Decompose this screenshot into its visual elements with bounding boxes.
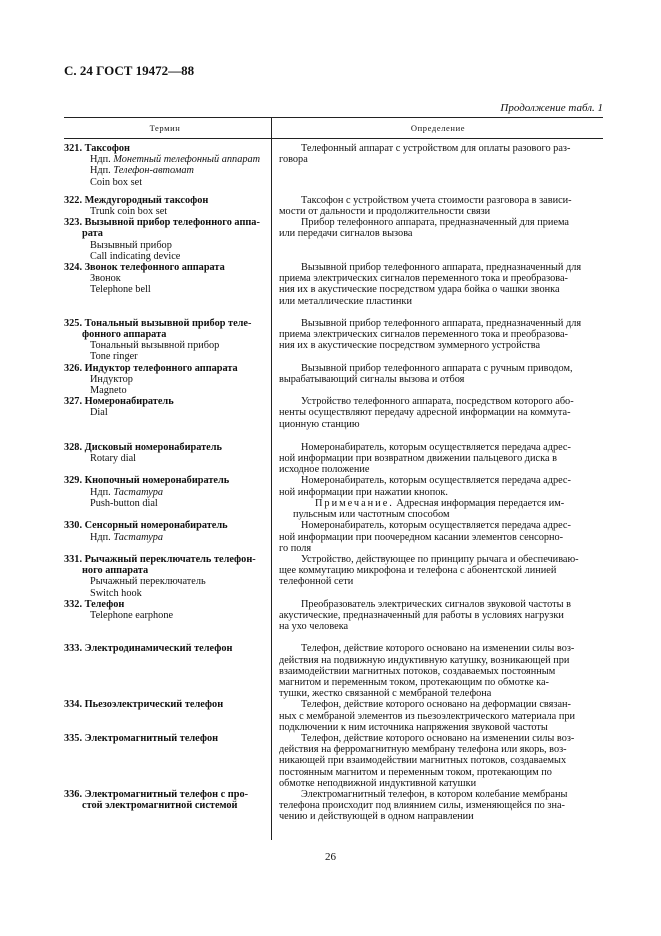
definition-line: Номеронабиратель, которым осуществляется передача адрес- xyxy=(301,475,571,487)
definition-line: ных с мембраной элементов из пьезоэлектрического материала при xyxy=(279,710,575,722)
term-number: 322. xyxy=(64,194,83,206)
definition-cell xyxy=(279,318,603,363)
term-synonym xyxy=(64,498,266,509)
term-number: 325. xyxy=(64,317,83,329)
definition-line: обмотке неподвижной индуктивной катушки xyxy=(279,777,477,789)
term-synonym xyxy=(64,385,266,396)
term-title: Тональный вызывной прибор теле- xyxy=(84,317,252,329)
synonym-text: Звонок xyxy=(90,273,121,285)
definition-cell xyxy=(279,599,603,633)
synonym-text: Telephone bell xyxy=(90,284,151,296)
term-title: рата xyxy=(82,228,103,240)
definition-line: мости от дальности и продолжительности связи xyxy=(279,206,491,218)
term-cell xyxy=(64,475,266,520)
definition-line: телефона происходит под влиянием силы, изменяющейся по зна- xyxy=(279,800,565,812)
definition-line: акустические, предназначенный для работы в условиях нагрузки xyxy=(279,609,564,621)
term-cell xyxy=(64,262,266,307)
definition-line: исходное положение xyxy=(279,464,370,476)
term-title: Пьезоэлектрический телефон xyxy=(84,699,224,711)
term-title: Таксофон xyxy=(84,143,130,154)
synonym-text: Тональный вызывной прибор xyxy=(90,340,220,352)
note-text: Адресная информация передается им- xyxy=(396,497,565,509)
definition-cell xyxy=(279,520,603,554)
table-row xyxy=(64,143,603,188)
synonym-text: Coin box set xyxy=(90,176,143,188)
term-cell xyxy=(64,699,266,733)
term-number: 323. xyxy=(64,217,83,229)
note-label: Примечание. xyxy=(315,497,394,509)
table-row xyxy=(64,475,603,520)
definition-cell xyxy=(279,195,603,217)
definition-line: ной информации при нажатии кнопок. xyxy=(279,486,448,498)
definition-line: тушки, жестко связанной с мембраной телефона xyxy=(279,688,492,700)
term-number: 329. xyxy=(64,475,83,487)
term-title: Вызывной прибор телефонного аппа- xyxy=(84,217,260,229)
term-synonym xyxy=(64,251,266,262)
term-number: 331. xyxy=(64,553,83,565)
term-cell xyxy=(64,217,266,262)
term-cell xyxy=(64,789,266,823)
term-title: Номеронабиратель xyxy=(84,396,174,408)
definition-line: Устройство, действующее по принципу рычага и обеспечиваю- xyxy=(301,553,579,565)
definition-line: ния их в акустические посредством зуммерного устройства xyxy=(279,340,541,352)
column-header-definition: Определение xyxy=(410,123,466,133)
term-cell xyxy=(64,442,266,476)
term-synonym xyxy=(64,487,266,498)
definition-line: Номеронабиратель, которым осуществляется передача адрес- xyxy=(301,441,571,453)
table-row xyxy=(64,262,603,307)
term-synonym xyxy=(64,165,266,176)
term-cell xyxy=(64,520,266,554)
term-cell xyxy=(64,599,266,633)
definition-line: ненты осуществляют передачу адресной информации на коммута- xyxy=(279,407,571,419)
term-synonym xyxy=(64,154,266,165)
definition-line: или металлические пластинки xyxy=(279,295,412,307)
synonym-text: Индуктор xyxy=(90,373,133,385)
term-synonym xyxy=(64,340,266,351)
synonym-text: Switch hook xyxy=(90,587,142,599)
term-title: Электродинамический телефон xyxy=(84,643,233,655)
term-synonym xyxy=(64,374,266,385)
synonym-text: Ндп. xyxy=(90,165,114,177)
definition-cell xyxy=(279,643,603,699)
term-number: 334. xyxy=(64,699,83,711)
definition-line: приема электрических сигналов переменного тока и преобразова- xyxy=(279,273,568,285)
term-synonym xyxy=(64,284,266,295)
term-cell xyxy=(64,733,266,789)
term-synonym xyxy=(64,407,266,418)
definition-line: Номеронабиратель, которым осуществляется передача адрес- xyxy=(301,520,571,532)
term-cell xyxy=(64,143,266,188)
definition-cell xyxy=(279,442,603,476)
deprecated-term: Тастатура xyxy=(113,486,164,498)
definition-line: Вызывной прибор телефонного аппарата, предназначенный для xyxy=(301,317,582,329)
definition-cell xyxy=(279,217,603,262)
table-row xyxy=(64,396,603,430)
column-header-term: Термин xyxy=(149,123,181,133)
synonym-text: Ндп. xyxy=(90,154,114,166)
term-cell xyxy=(64,195,266,217)
definition-line: ной информации при возвратном движении пальцевого диска в xyxy=(279,453,557,465)
term-title: Звонок телефонного аппарата xyxy=(84,262,225,274)
table-row xyxy=(64,699,603,733)
term-synonym xyxy=(64,453,266,464)
term-synonym xyxy=(64,240,266,251)
term-title: Междугородный таксофон xyxy=(84,194,209,206)
synonym-text: Telephone earphone xyxy=(90,609,174,621)
definition-cell xyxy=(279,475,603,520)
definition-cell xyxy=(279,363,603,397)
synonym-text: Magneto xyxy=(90,385,127,397)
synonym-text: Ндп. xyxy=(90,531,114,543)
definition-line: или передачи сигналов вызова xyxy=(279,228,413,240)
table-row xyxy=(64,195,603,217)
definition-line: го поля xyxy=(279,542,312,554)
synonym-text: Call indicating device xyxy=(90,250,181,262)
term-number: 335. xyxy=(64,732,83,744)
table-continuation-label: Продолжение табл. 1 xyxy=(500,102,603,114)
definition-line: Электромагнитный телефон, в котором колебание мембраны xyxy=(301,788,568,800)
term-number: 333. xyxy=(64,643,83,655)
table-row xyxy=(64,520,603,554)
definition-cell xyxy=(279,699,603,733)
definition-line: Вызывной прибор телефонного аппарата с ручным приводом, xyxy=(301,362,573,374)
term-number: 328. xyxy=(64,441,83,453)
term-title: Сенсорный номеронабиратель xyxy=(84,520,228,532)
term-number: 326. xyxy=(64,362,83,374)
table-row xyxy=(64,733,603,789)
term-cell xyxy=(64,396,266,430)
synonym-text: Вызывный прибор xyxy=(90,239,172,251)
table-body xyxy=(64,143,603,823)
definition-line: Телефон, действие которого основано на деформации связан- xyxy=(301,699,571,711)
definition-line: чению и действующей в одном направлении xyxy=(279,811,474,823)
definition-line: никающей при взаимодействии магнитных потоков, создаваемых xyxy=(279,755,567,767)
table-row xyxy=(64,643,603,699)
definition-cell xyxy=(279,396,603,430)
synonym-text: Trunk coin box set xyxy=(90,206,168,218)
synonym-text: Ндп. xyxy=(90,486,114,498)
table-row xyxy=(64,363,603,397)
page-number: 26 xyxy=(325,851,336,863)
term-title: ного аппарата xyxy=(82,565,149,577)
definition-line: ной информации при поочередном касании элементов сенсорно- xyxy=(279,531,564,543)
definition-line: Телефон, действие которого основано на изменении силы воз- xyxy=(301,732,575,744)
term-number: 321. xyxy=(64,143,83,154)
definition-note xyxy=(279,498,603,520)
definition-line: Телефонный аппарат с устройством для оплаты разового раз- xyxy=(301,143,571,154)
term-synonym xyxy=(64,576,266,587)
definition-line: Вызывной прибор телефонного аппарата, предназначенный для xyxy=(301,262,582,274)
term-cell xyxy=(64,363,266,397)
term-title: Индуктор телефонного аппарата xyxy=(84,362,238,374)
definition-line: вырабатывающий сигналы вызова и отбоя xyxy=(279,373,465,385)
term-cell xyxy=(64,318,266,363)
term-synonym xyxy=(64,588,266,599)
term-number: 336. xyxy=(64,788,83,800)
definition-line: магнитом и переменным током, протекающим по обмотке ка- xyxy=(279,676,549,688)
term-title: Рычажный переключатель телефон- xyxy=(84,553,256,565)
definition-line: ния их в акустические посредством удара бойка о чашки звонка xyxy=(279,284,560,296)
definition-line: Таксофон с устройством учета стоимости разговора в зависи- xyxy=(301,194,572,206)
definition-cell xyxy=(279,262,603,307)
table-row xyxy=(64,217,603,262)
deprecated-term: Монетный телефонный аппарат xyxy=(113,154,261,166)
term-synonym xyxy=(64,610,266,621)
definition-line: действия на подвижную индуктивную катушку, возникающей при xyxy=(279,654,570,666)
definition-line: Устройство телефонного аппарата, посредством которого або- xyxy=(301,396,574,408)
term-number: 324. xyxy=(64,262,83,274)
synonym-text: Rotary dial xyxy=(90,453,137,465)
term-synonym xyxy=(64,177,266,188)
definition-cell xyxy=(279,554,603,599)
definition-line: щее коммутацию микрофона и телефона с абонентской линией xyxy=(279,565,557,577)
term-number: 327. xyxy=(64,396,83,408)
table-row xyxy=(64,318,603,363)
definition-line: подключении к ним источника напряжения звуковой частоты xyxy=(279,721,548,733)
term-synonym xyxy=(64,532,266,543)
definition-line: взаимодействии магнитных потоков, создаваемых постоянным xyxy=(279,665,556,677)
synonym-text: Dial xyxy=(90,407,108,419)
term-title: стой электромагнитной системой xyxy=(82,800,238,812)
page-header: С. 24 ГОСТ 19472—88 xyxy=(64,63,195,78)
table-row xyxy=(64,789,603,823)
term-title: Кнопочный номеронабиратель xyxy=(84,475,230,487)
definition-line: говора xyxy=(279,154,308,166)
term-title: Электромагнитный телефон с про- xyxy=(84,788,249,800)
term-synonym xyxy=(64,206,266,217)
definition-line: Телефон, действие которого основано на изменении силы воз- xyxy=(301,643,575,655)
term-cell xyxy=(64,643,266,699)
table-row xyxy=(64,599,603,633)
term-cell xyxy=(64,554,266,599)
term-title: Дисковый номеронабиратель xyxy=(84,441,222,453)
term-title: Электромагнитный телефон xyxy=(84,732,219,744)
table-header xyxy=(64,117,603,139)
definition-line: постоянным магнитом и переменным током, протекающим по xyxy=(279,766,552,778)
column-divider xyxy=(271,118,272,138)
table-row xyxy=(64,442,603,476)
term-title: Телефон xyxy=(84,598,125,610)
definition-cell xyxy=(279,733,603,789)
definition-line: телефонной сети xyxy=(279,576,354,588)
definition-line: приема электрических сигналов переменного тока и преобразова- xyxy=(279,329,568,341)
note-text: пульсным или частотным способом xyxy=(293,509,450,521)
definition-cell xyxy=(279,143,603,188)
definition-line: действия на ферромагнитную мембрану телефона или якорь, воз- xyxy=(279,744,567,756)
term-number: 330. xyxy=(64,520,83,532)
table-row xyxy=(64,554,603,599)
synonym-text: Tone ringer xyxy=(90,351,138,363)
term-synonym xyxy=(64,273,266,284)
synonym-text: Push-button dial xyxy=(90,497,158,509)
definition-line: ционную станцию xyxy=(279,418,360,430)
term-synonym xyxy=(64,351,266,362)
definition-line: Преобразователь электрических сигналов звуковой частоты в xyxy=(301,598,571,610)
term-title: фонного аппарата xyxy=(82,329,167,341)
deprecated-term: Телефон-автомат xyxy=(113,165,194,177)
term-number: 332. xyxy=(64,598,83,610)
definition-line: на ухо человека xyxy=(279,621,349,633)
definition-line: Прибор телефонного аппарата, предназначенный для приема xyxy=(301,217,569,229)
deprecated-term: Тастатура xyxy=(113,531,164,543)
synonym-text: Рычажный переключатель xyxy=(90,576,206,588)
definition-cell xyxy=(279,789,603,823)
